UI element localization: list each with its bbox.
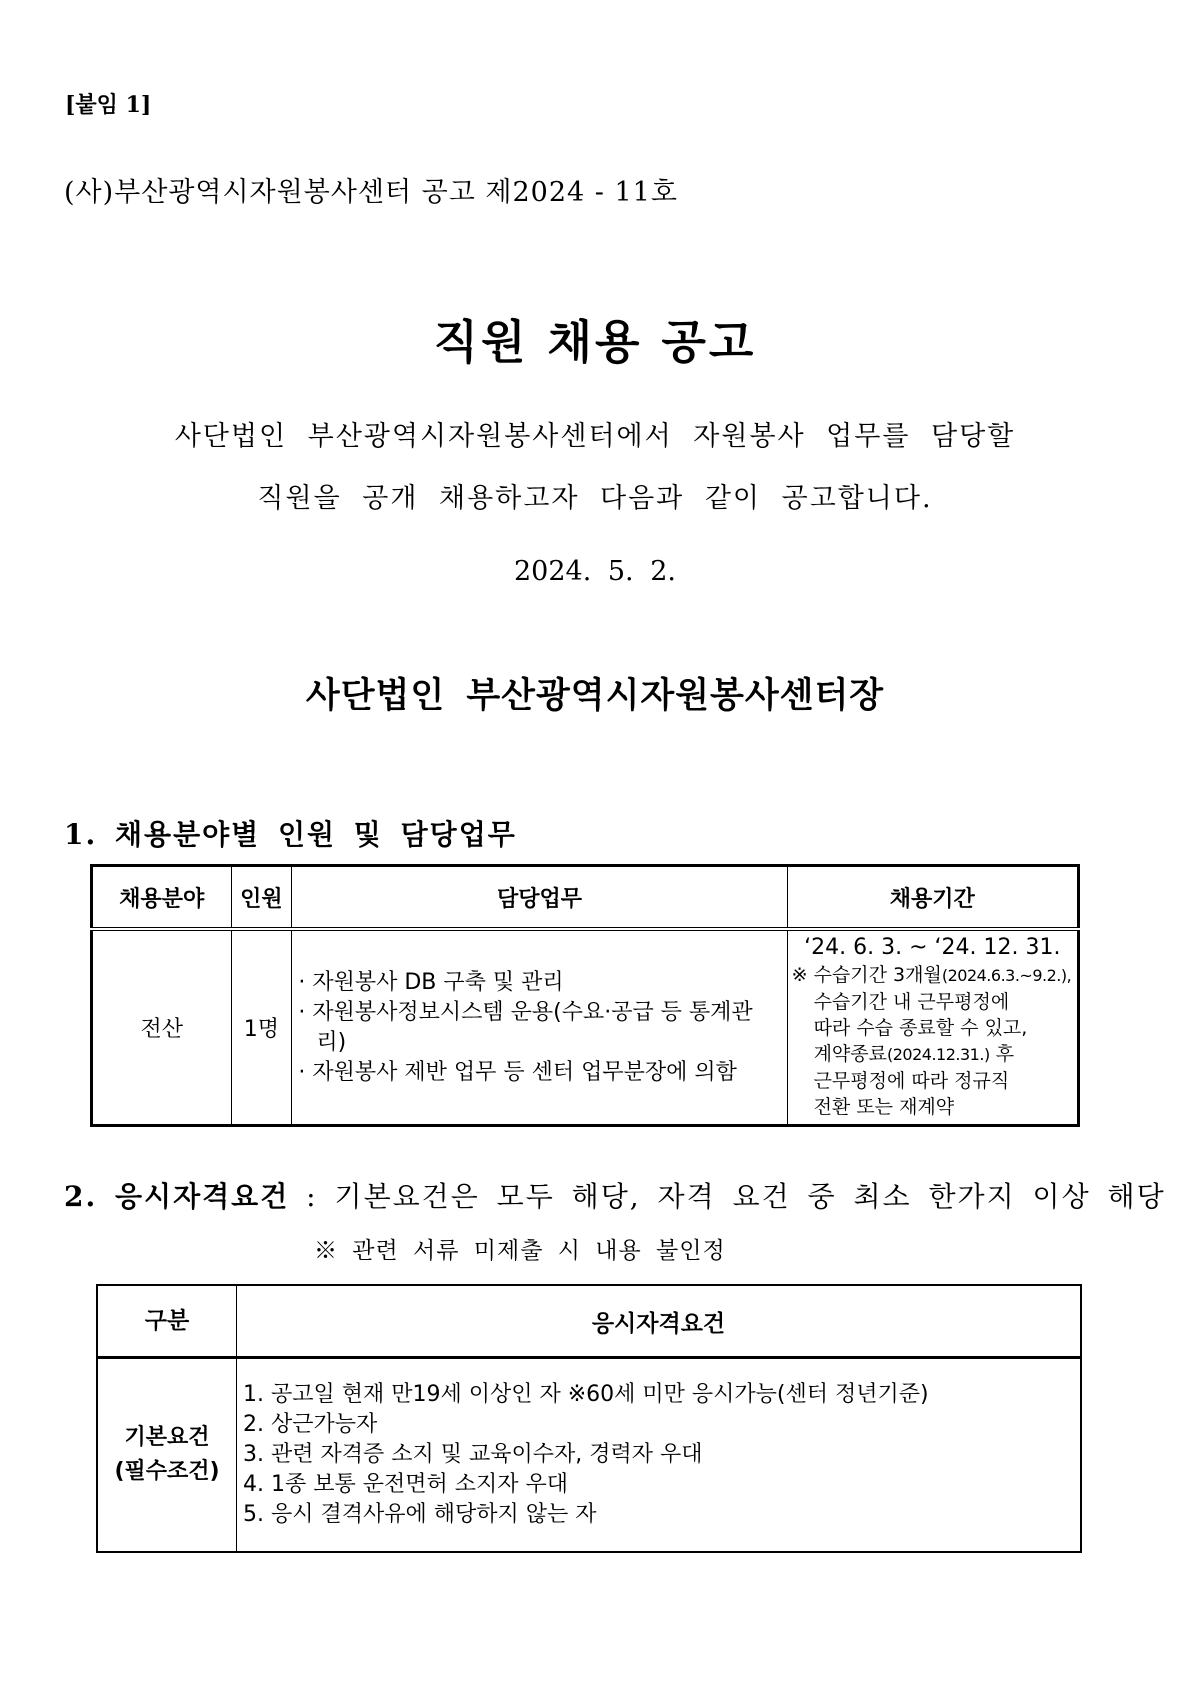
intro-line-1: 사단법인 부산광역시자원봉사센터에서 자원봉사 업무를 담당할 [174,421,1016,452]
category-cell [97,1358,237,1553]
note-part: 후 [989,1043,1015,1065]
eligibility-table-header [97,1285,1081,1358]
note-part: 계약종료 [813,1043,887,1065]
period-cell [787,929,1078,1126]
intro-line-2: 직원을 공개 채용하고자 다음과 같이 공고합니다. [257,483,933,514]
header-field: 채용분야 [92,866,232,930]
note-part: (2024.12.31.) [887,1045,990,1064]
note-line: 수습기간 내 근무평정에 [813,991,1010,1013]
header-duties: 담당업무 [292,866,787,930]
list-item: 4. 1종 보통 운전면허 소지자 우대 [243,1472,568,1497]
list-item: · 자원봉사정보시스템 운용(수요·공급 등 통계관리) [298,998,780,1058]
requirements-list [237,1380,1080,1530]
field-cell: 전산 [92,929,232,1126]
section-2-title [64,1175,1166,1215]
section-2-title-rest: : 기본요건은 모두 해당, 자격 요건 중 최소 한가지 이상 해당 [289,1180,1166,1213]
attachment-label: [붙임 1] [65,92,152,118]
table-row [97,1358,1081,1553]
duties-cell [292,929,787,1126]
count-cell: 1명 [231,929,292,1126]
note-mark: ※ [791,964,808,986]
notice-number: (사)부산광역시자원봉사센터 공고 제2024 - 11호 [64,177,678,208]
eligibility-table [96,1284,1082,1553]
note-line: 전환 또는 재계약 [813,1096,955,1118]
page-title: 직원 채용 공고 [433,315,757,369]
recruitment-table [90,864,1080,1127]
header-count: 인원 [231,866,292,930]
header-requirements: 응시자격요건 [237,1285,1082,1358]
list-item: · 자원봉사 제반 업무 등 센터 업무분장에 의함 [298,1058,780,1088]
note-line: (2024.6.3.~9.2.), [941,966,1072,985]
table-row [92,929,1079,1126]
section-2-note: ※ 관련 서류 미제출 시 내용 불인정 [314,1238,726,1264]
notice-date: 2024. 5. 2. [514,556,676,587]
section-1-title [64,813,517,853]
section-2-title-bold: 2. 응시자격요건 [64,1180,290,1213]
header-category: 구분 [97,1285,237,1358]
period-note [788,960,1077,1124]
duty-list [292,968,786,1088]
note-line: 근무평정에 따라 정규직 [813,1070,1010,1092]
category-line-2: (필수조건) [114,1459,220,1484]
header-period: 채용기간 [787,866,1078,930]
requirements-cell [237,1358,1082,1553]
list-item: · 자원봉사 DB 구축 및 관리 [298,968,780,998]
list-item: 5. 응시 결격사유에 해당하지 않는 자 [243,1502,597,1527]
note-line: 수습기간 3개월 [813,964,942,986]
section-1-title-text: 1. 채용분야별 인원 및 담당업무 [64,818,517,851]
list-item: 3. 관련 자격증 소지 및 교육이수자, 경력자 우대 [243,1442,703,1467]
list-item: 1. 공고일 현재 만19세 이상인 자 ※60세 미만 응시가능(센터 정년기준) [243,1382,929,1407]
list-item: 2. 상근가능자 [243,1412,378,1437]
category-line-1: 기본요건 [124,1425,210,1450]
period-range: ‘24. 6. 3. ~ ‘24. 12. 31. [804,935,1061,960]
note-line: 따라 수습 종료할 수 있고, [813,1017,1028,1039]
issuer: 사단법인 부산광역시자원봉사센터장 [305,676,885,716]
note-line [792,1041,1073,1068]
recruitment-table-header [92,866,1079,930]
